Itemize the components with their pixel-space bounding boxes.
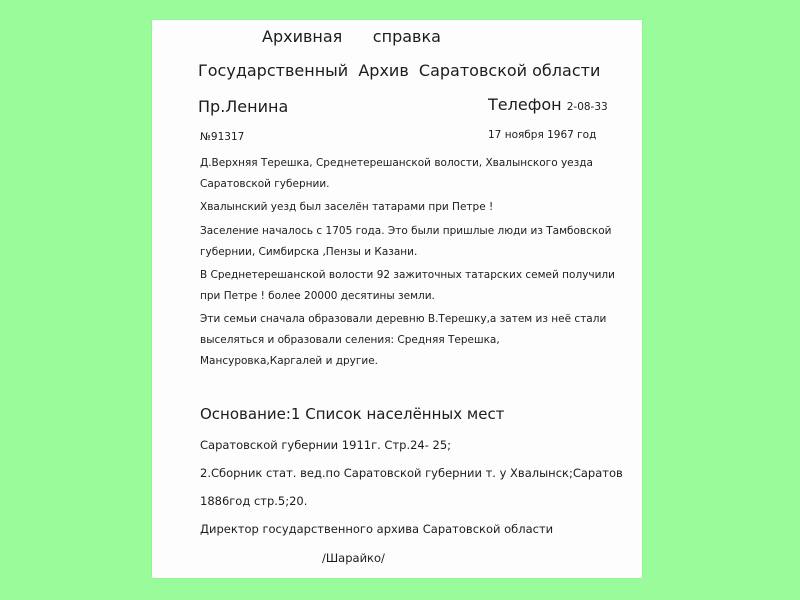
paragraph-villages: Эти семьи сначала образовали деревню В.Терешку,а затем из неё стали выселяться и образовали селения: Средняя Терешка, Мансуровка,Каргалей и другие. xyxy=(200,313,607,367)
paragraph-settlement: Хвалынский уезд был заселён татарами при Петре ! xyxy=(200,201,494,213)
basis-heading: Основание:1 Список населённых мест xyxy=(200,405,505,423)
phone-label: Телефон xyxy=(488,95,562,114)
paragraph-origin: Заселение началось с 1705 года. Это были пришлые люди из Тамбовской губернии, Симбирска ,Пензы и Казани. xyxy=(200,225,612,258)
signature: /Шарайко/ xyxy=(322,551,385,565)
document-title: Архивная справка xyxy=(262,27,441,46)
archive-name: Государственный Архив Саратовской области xyxy=(198,61,601,80)
director-line: Директор государственного архива Саратовской области xyxy=(200,522,554,536)
document-date: 17 ноября 1967 год xyxy=(488,129,597,141)
basis-line-2: 2.Сборник стат. вед.по Саратовской губернии т. у Хвалынск;Саратов xyxy=(200,466,623,480)
basis-line-3: 1886год стр.5;20. xyxy=(200,494,308,508)
archive-address: Пр.Ленина xyxy=(198,97,289,116)
phone-block xyxy=(488,95,608,114)
paragraph-location: Д.Верхняя Терешка, Среднетерешанской волости, Хвалынского уезда Саратовской губернии. xyxy=(200,157,593,190)
paragraph-land: В Среднетерешанской волости 92 зажиточных татарских семей получили при Петре ! более 20000 десятины земли. xyxy=(200,269,615,302)
archive-certificate-sheet xyxy=(152,20,642,578)
basis-line-1: Саратовской губернии 1911г. Стр.24- 25; xyxy=(200,438,452,452)
document-number: №91317 xyxy=(200,131,245,143)
phone-number: 2-08-33 xyxy=(566,101,608,113)
